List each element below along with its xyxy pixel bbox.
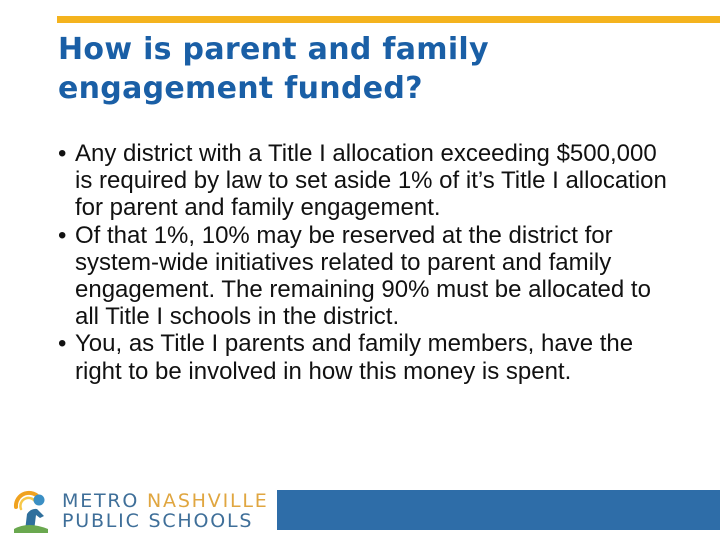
mnps-logo bbox=[12, 489, 272, 533]
slide-title bbox=[58, 30, 678, 108]
logo-word-nashville: NASHVILLE bbox=[147, 490, 269, 512]
top-accent-rule bbox=[57, 16, 720, 23]
bullet-text: Any district with a Title I allocation exceeding $500,000 is required by law to set aside 1% of it’s Title I allocation for parent and family engagement. bbox=[75, 140, 667, 222]
logo-word-metro: METRO bbox=[62, 490, 140, 512]
footer-bar bbox=[277, 490, 720, 530]
slide-title-line-2: engagement funded? bbox=[58, 71, 423, 106]
slide-title-line-1: How is parent and family bbox=[58, 32, 489, 67]
bullet-item bbox=[58, 330, 678, 384]
bullet-list bbox=[58, 140, 678, 385]
logo-word-public-schools: PUBLIC SCHOOLS bbox=[62, 510, 254, 532]
bullet-marker: • bbox=[58, 330, 67, 358]
bullet-text: Of that 1%, 10% may be reserved at the district for system-wide initiatives related to parent and family engagement. The remaining 90% must be allocated to all Title I schools in the district. bbox=[75, 221, 651, 331]
bullet-item bbox=[58, 222, 678, 331]
bullet-marker: • bbox=[58, 140, 67, 167]
logo-wordmark bbox=[62, 491, 269, 531]
sun-figure-icon bbox=[12, 489, 52, 533]
bullet-item bbox=[58, 140, 678, 222]
bullet-text: You, as Title I parents and family members, have the right to be involved in how this money is spent. bbox=[75, 330, 634, 385]
bullet-marker: • bbox=[58, 221, 67, 249]
